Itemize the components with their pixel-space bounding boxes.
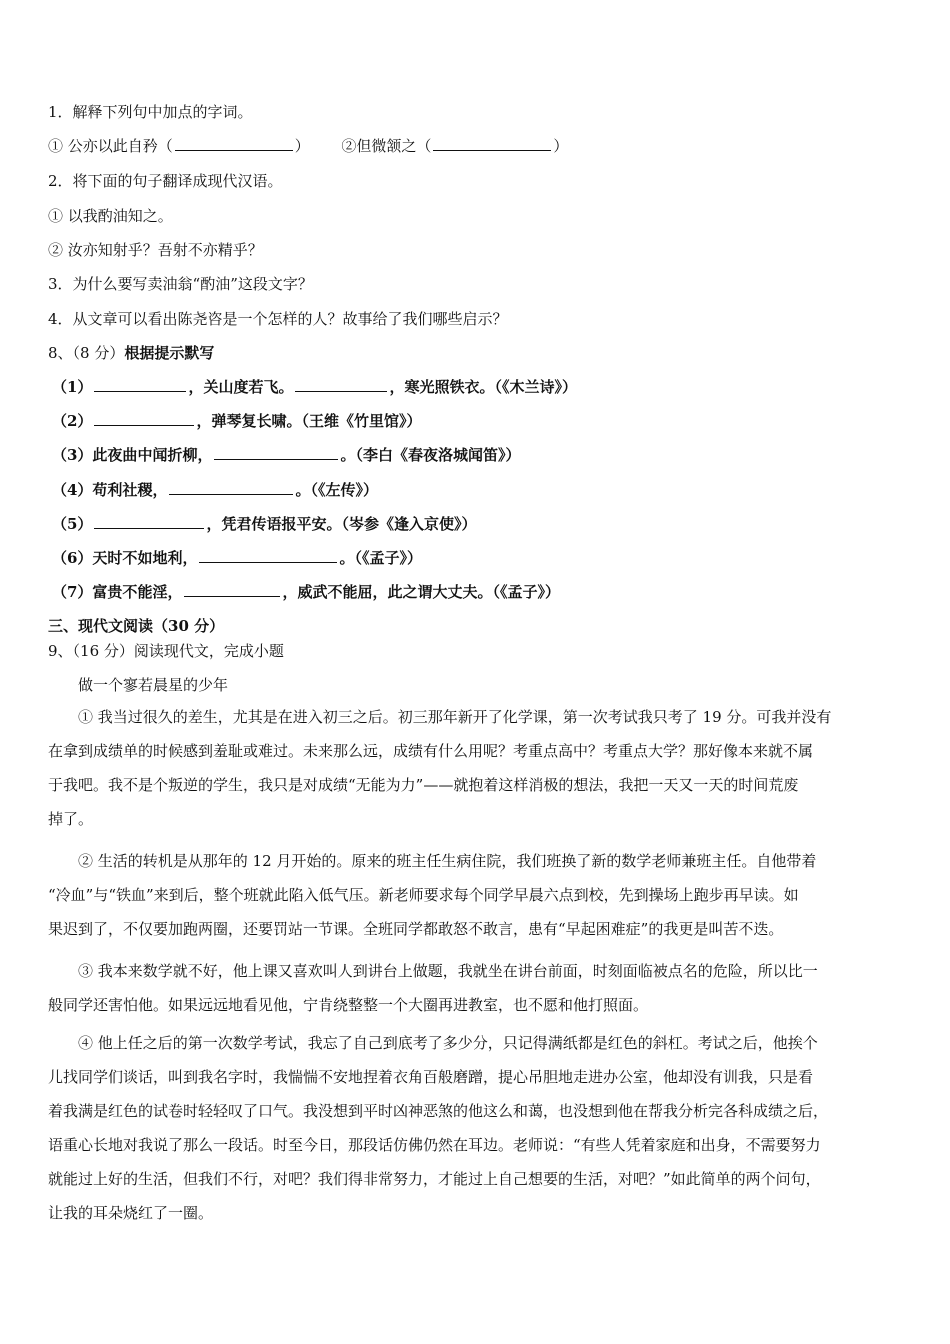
essay-paragraph-2 [48, 844, 906, 946]
question-1: 1．解释下列句中加点的字词。 [48, 103, 253, 121]
q1b-suffix: ） [553, 137, 569, 155]
essay-line: 掉了。 [48, 810, 94, 828]
q8-l1-a: （1） [52, 378, 93, 396]
q8-line-6 [52, 548, 422, 568]
q1b-prefix: ②但微颔之（ [341, 137, 432, 155]
essay-line: 果迟到了，不仅要加跑两圈，还要罚站一节课。全班同学都敢怒不敢言，患有“早起困难症”的我更是叫苦不迭。 [48, 920, 784, 938]
essay-line: 于我吧。我不是个叛逆的学生，我只是对成绩“无能为力”——就抱着这样消极的想法，我把一天又一天的时间荒废 [48, 776, 799, 794]
q8-l2-b: ，弹琴复长啸。（王维《竹里馆》） [196, 412, 422, 430]
question-2a: ① 以我酌油知之。 [48, 207, 173, 225]
question-2b: ② 汝亦知射乎？吾射不亦精乎？ [48, 241, 263, 259]
question-3: 3．为什么要写卖油翁“酌油”这段文字？ [48, 275, 313, 293]
essay-line: ④ 他上任之后的第一次数学考试，我忘了自己到底考了多少分，只记得满纸都是红色的斜杠。考试之后，他挨个 [78, 1034, 818, 1052]
q8-l2-a: （2） [52, 412, 93, 430]
q8-l1-c: ，寒光照铁衣。（《木兰诗》） [389, 378, 577, 396]
answer-blank [94, 377, 186, 392]
q8-l3-b: 。（李白《春夜洛城闻笛》） [340, 446, 521, 464]
q8-line-1 [52, 377, 577, 397]
question-2: 2．将下面的句子翻译成现代汉语。 [48, 172, 283, 190]
q8-line-4 [52, 480, 378, 500]
q8-l5-b: ，凭君传语报平安。（岑参《逢入京使》） [206, 515, 477, 533]
essay-line: 语重心长地对我说了那么一段话。时至今日，那段话仿佛仍然在耳边。老师说：“有些人凭着家庭和出身，不需要努力 [48, 1136, 821, 1154]
section-3-title: 三、现代文阅读（30 分） [48, 617, 225, 635]
answer-blank [295, 377, 387, 392]
essay-line: 在拿到成绩单的时候感到羞耻或难过。未来那么远，成绩有什么用呢？考重点高中？考重点大学？那好像本来就不属 [48, 742, 814, 760]
q8-l6-a: （6）天时不如地利， [52, 549, 198, 567]
essay-title: 做一个寥若晨星的少年 [78, 676, 229, 694]
q8-l5-a: （5） [52, 515, 93, 533]
question-8-header [48, 343, 214, 363]
q8-instruction: 根据提示默写 [124, 344, 215, 362]
q1a-suffix: ） [294, 137, 310, 155]
essay-line: 儿找同学们谈话，叫到我名字时，我惴惴不安地捏着衣角百般磨蹭，提心吊胆地走进办公室，他却没有训我，只是看 [48, 1068, 814, 1086]
q8-line-5 [52, 514, 476, 534]
essay-line: 让我的耳朵烧红了一圈。 [48, 1204, 214, 1222]
essay-paragraph-1 [48, 700, 906, 836]
q8-l7-a: （7）富贵不能淫， [52, 583, 183, 601]
answer-blank [94, 514, 204, 529]
q8-l6-b: 。（《孟子》） [339, 549, 422, 567]
q8-l4-b: 。（《左传》） [295, 481, 378, 499]
q1a-prefix: ① 公亦以此自矜（ [48, 137, 173, 155]
answer-blank [214, 445, 338, 460]
essay-line: ③ 我本来数学就不好，他上课又喜欢叫人到讲台上做题，我就坐在讲台前面，时刻面临被点名的危险，所以比一 [78, 962, 818, 980]
question-1-items [48, 136, 568, 156]
essay-line: ② 生活的转机是从那年的 12 月开始的。原来的班主任生病住院，我们班换了新的数学老师兼班主任。自他带着 [78, 852, 817, 870]
essay-paragraph-3 [48, 954, 906, 1022]
question-9-header: 9、（16 分）阅读现代文，完成小题 [48, 642, 284, 660]
answer-blank [169, 480, 293, 495]
essay-line: “冷血”与“铁血”来到后，整个班就此陷入低气压。新老师要求每个同学早晨六点到校，先到操场上跑步再早读。如 [48, 886, 799, 904]
essay-paragraph-4 [48, 1026, 906, 1230]
answer-blank [199, 548, 337, 563]
essay-line: 就能过上好的生活，但我们不行，对吧？我们得非常努力，才能过上自己想要的生活，对吧？”如此简单的两个问句， [48, 1170, 821, 1188]
answer-blank [433, 136, 551, 151]
essay-line: ① 我当过很久的差生，尤其是在进入初三之后。初三那年新开了化学课，第一次考试我只考了 19 分。可我并没有 [78, 708, 832, 726]
q8-l1-b: ，关山度若飞。 [188, 378, 294, 396]
answer-blank [94, 411, 194, 426]
essay-line: 般同学还害怕他。如果远远地看见他，宁肯绕整整一个大圈再进教室，也不愿和他打照面。 [48, 996, 649, 1014]
q8-l4-a: （4）苟利社稷， [52, 481, 168, 499]
answer-blank [175, 136, 293, 151]
question-4: 4．从文章可以看出陈尧咨是一个怎样的人？故事给了我们哪些启示？ [48, 310, 508, 328]
q8-line-7 [52, 582, 560, 602]
q8-line-3 [52, 445, 520, 465]
answer-blank [184, 582, 280, 597]
q8-line-2 [52, 411, 421, 431]
q8-l3-a: （3）此夜曲中闻折柳， [52, 446, 213, 464]
q8-l7-b: ，威武不能屈，此之谓大丈夫。（《孟子》） [282, 583, 560, 601]
q8-prefix: 8、（8 分） [48, 344, 125, 362]
essay-line: 着我满是红色的试卷时轻轻叹了口气。我没想到平时凶神恶煞的他这么和蔼，也没想到他在帮我分析完各科成绩之后， [48, 1102, 829, 1120]
